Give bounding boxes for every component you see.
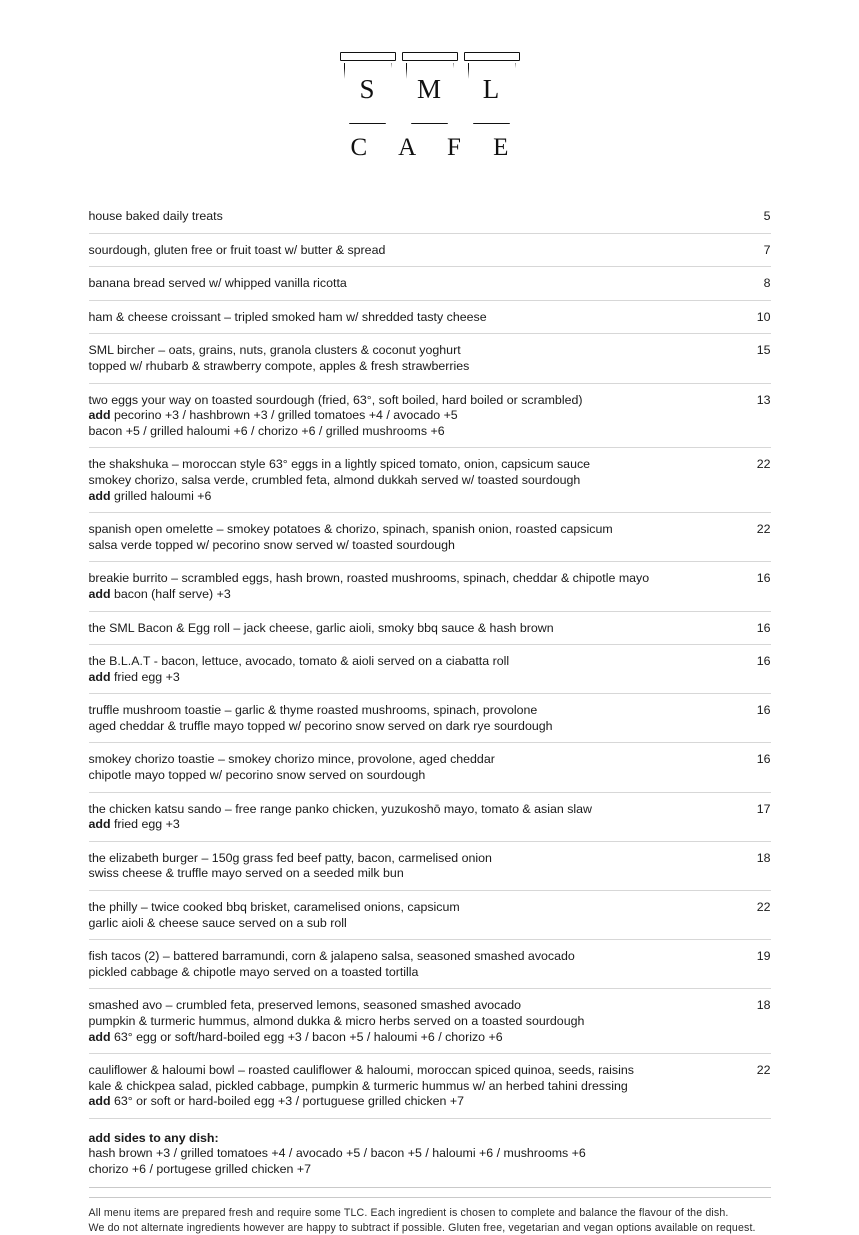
menu-item-line-text: bacon (half serve) +3 [110, 586, 231, 601]
menu-item-price: 22 [756, 457, 771, 472]
menu-item-line [89, 703, 717, 719]
menu-item [89, 694, 771, 743]
menu-item-line [89, 424, 717, 440]
menu-item-line-text: pickled cabbage & chipotle mayo served on a toasted tortilla [88, 964, 419, 979]
menu-item [89, 301, 771, 335]
menu-item-description [89, 703, 737, 734]
menu-item-line-text: chipotle mayo topped w/ pecorino snow served on sourdough [88, 768, 426, 783]
menu-item-line [89, 1030, 717, 1046]
footnote [89, 1206, 771, 1235]
menu-item-line-text: smokey chorizo toastie – smokey chorizo mince, provolone, aged cheddar [88, 752, 495, 767]
menu-item-line-text: the B.L.A.T - bacon, lettuce, avocado, tomato & aioli served on a ciabatta roll [88, 654, 510, 669]
menu-item-line [89, 802, 717, 818]
divider-bottom [89, 1197, 771, 1198]
menu-item-line [89, 670, 717, 686]
cup-lid [340, 52, 396, 61]
menu-item-line-text: topped w/ rhubarb & strawberry compote, apples & fresh strawberries [88, 358, 470, 373]
menu-item [89, 384, 771, 449]
menu-item-price: 16 [756, 703, 771, 718]
menu-item-line [89, 817, 717, 833]
menu-item-add-label: add [88, 488, 111, 503]
menu-item-description [89, 654, 737, 685]
menu-item-line-text: sourdough, gluten free or fruit toast w/ butter & spread [88, 242, 386, 257]
menu-item [89, 267, 771, 301]
menu-item-description [89, 343, 737, 374]
menu-item-line [89, 393, 717, 409]
menu-item-line [89, 752, 717, 768]
menu-item-line-text: SML bircher – oats, grains, nuts, granola clusters & coconut yoghurt [88, 343, 461, 358]
menu-item-description [89, 209, 737, 225]
menu-item-price: 16 [756, 620, 771, 635]
menu-item [89, 842, 771, 891]
menu-item-line [89, 489, 717, 505]
cup-letter: L [482, 74, 501, 104]
menu-item-price: 22 [756, 522, 771, 537]
menu-item-description [89, 276, 737, 292]
menu-item-line [89, 587, 717, 603]
menu-item-line [89, 719, 717, 735]
menu-item-description [89, 998, 737, 1045]
menu-item-line [89, 851, 717, 867]
menu-item-line [89, 571, 717, 587]
menu-item-line [89, 1094, 717, 1110]
menu-item [89, 612, 771, 646]
menu-item-line [89, 538, 717, 554]
logo-cup-m [402, 52, 458, 124]
menu-item-line [89, 1063, 717, 1079]
menu-item-line-text: smokey chorizo, salsa verde, crumbled feta, almond dukkah served w/ toasted sourdough [88, 472, 581, 487]
cup-lid [402, 52, 458, 61]
menu-item-description [89, 310, 737, 326]
menu-item-line-text: house baked daily treats [88, 209, 223, 223]
menu-item-description [89, 851, 737, 882]
menu-item-line-text: fried egg +3 [110, 669, 180, 684]
menu-item-add-label: add [88, 817, 111, 832]
menu-item-line-text: pecorino +3 / hashbrown +3 / grilled tomatoes +4 / avocado +5 [110, 408, 458, 423]
menu-list [89, 200, 771, 1181]
add-sides-line: hash brown +3 / grilled tomatoes +4 / avocado +5 / bacon +5 / haloumi +6 / mushrooms +6 [88, 1145, 586, 1160]
menu-item [89, 200, 771, 234]
menu-item-price: 22 [756, 1063, 771, 1078]
menu-item-line [89, 866, 717, 882]
menu-item-description [89, 752, 737, 783]
menu-item [89, 234, 771, 268]
menu-item-description [89, 393, 737, 440]
menu-item [89, 645, 771, 694]
menu-item-line [89, 1014, 717, 1030]
menu-item-line-text: spanish open omelette – smokey potatoes & chorizo, spinach, spanish onion, roasted capsicum [88, 522, 613, 537]
menu-item [89, 448, 771, 513]
menu-item-description [89, 457, 737, 504]
menu-item-line [89, 473, 717, 489]
menu-item-line [89, 276, 717, 292]
menu-item-add-label: add [88, 1094, 111, 1109]
cup-letter: S [359, 74, 376, 104]
logo-block [0, 0, 859, 162]
menu-item-description [89, 1063, 737, 1110]
cup-lid [464, 52, 520, 61]
menu-item [89, 562, 771, 611]
menu-item-line-text: breakie burrito – scrambled eggs, hash brown, roasted mushrooms, spinach, cheddar & chipotle mayo [88, 571, 650, 586]
menu-item-line [89, 1079, 717, 1095]
menu-item-price: 16 [756, 752, 771, 767]
menu-item-line [89, 621, 717, 637]
logo-wordmark: C A F E [350, 134, 522, 161]
menu-item-line-text: smashed avo – crumbled feta, preserved lemons, seasoned smashed avocado [88, 998, 522, 1013]
menu-item [89, 743, 771, 792]
menu-item-description [89, 802, 737, 833]
logo-cups [337, 52, 523, 124]
menu-item-price: 22 [756, 900, 771, 915]
menu-item-line-text: 63° egg or soft/hard-boiled egg +3 / bacon +5 / haloumi +6 / chorizo +6 [110, 1029, 503, 1044]
menu-item-line [89, 310, 717, 326]
divider-top [89, 1187, 771, 1188]
menu-item [89, 793, 771, 842]
menu-item-description [89, 243, 737, 259]
menu-item-description [89, 621, 737, 637]
menu-item-line [89, 949, 717, 965]
menu-item-price: 13 [756, 392, 771, 407]
menu-item-description [89, 949, 737, 980]
menu-item-line [89, 209, 717, 225]
footnote-line-1: All menu items are prepared fresh and require some TLC. Each ingredient is chosen to complete and balance the flavour of the dish. [88, 1207, 729, 1220]
menu-item-line [89, 768, 717, 784]
menu-item-line-text: ham & cheese croissant – tripled smoked ham w/ shredded tasty cheese [88, 309, 487, 324]
menu-item [89, 513, 771, 562]
menu-item [89, 891, 771, 940]
add-sides-line: chorizo +6 / portugese grilled chicken +7 [88, 1161, 311, 1176]
menu-item-line-text: the philly – twice cooked bbq brisket, caramelised onions, capsicum [88, 900, 460, 915]
logo-cup-l [464, 52, 520, 124]
menu-item-add-label: add [88, 1029, 111, 1044]
menu-item-line [89, 998, 717, 1014]
menu-item-line-text: pumpkin & turmeric hummus, almond dukka & micro herbs served on a toasted sourdough [88, 1014, 585, 1028]
footnote-line-2: We do not alternate ingredients however are happy to subtract if possible. Gluten free, vegetarian and vegan options available on request. [88, 1221, 756, 1234]
menu-item-line-text: banana bread served w/ whipped vanilla ricotta [88, 276, 347, 291]
menu-item-price: 10 [756, 309, 771, 324]
menu-item-line [89, 359, 717, 375]
menu-item-price: 16 [756, 571, 771, 586]
menu-item-price: 8 [763, 276, 771, 291]
menu-item-line [89, 900, 717, 916]
menu-item-price: 19 [756, 949, 771, 964]
menu-item-line-text: bacon +5 / grilled haloumi +6 / chorizo +6 / grilled mushrooms +6 [88, 423, 445, 438]
menu-item-line-text: the SML Bacon & Egg roll – jack cheese, garlic aioli, smoky bbq sauce & hash brown [88, 620, 554, 635]
add-sides-title: add sides to any dish: [88, 1130, 219, 1145]
logo-cup-s [340, 52, 396, 124]
menu-item-line-text: aged cheddar & truffle mayo topped w/ pecorino snow served on dark rye sourdough [88, 718, 553, 733]
menu-item-description [89, 522, 737, 553]
menu-item-price: 5 [763, 209, 771, 223]
menu-item-line-text: the elizabeth burger – 150g grass fed beef patty, bacon, carmelised onion [88, 850, 492, 865]
menu-item-add-label: add [88, 586, 111, 601]
cup-letter: M [416, 74, 442, 104]
menu-item-price: 15 [756, 343, 771, 358]
menu-item [89, 334, 771, 383]
menu-item [89, 1054, 771, 1119]
menu-item-line-text: cauliflower & haloumi bowl – roasted cauliflower & haloumi, moroccan spiced quinoa, seeds, raisins [88, 1063, 634, 1078]
menu-item-price: 18 [756, 850, 771, 865]
menu-item-line-text: 63° or soft or hard-boiled egg +3 / portuguese grilled chicken +7 [110, 1094, 465, 1109]
menu-item-price: 18 [756, 998, 771, 1013]
menu-item-line [89, 965, 717, 981]
menu-item-line-text: kale & chickpea salad, pickled cabbage, pumpkin & turmeric hummus w/ an herbed tahini dressing [88, 1078, 628, 1093]
menu-item-line-text: two eggs your way on toasted sourdough (fried, 63°, soft boiled, hard boiled or scrambled) [88, 392, 583, 407]
menu-item [89, 989, 771, 1054]
menu-item-price: 16 [756, 654, 771, 669]
menu-item-price: 7 [763, 242, 771, 257]
menu-item-line-text: grilled haloumi +6 [110, 488, 212, 503]
menu-item-line-text: fried egg +3 [110, 817, 180, 832]
menu-item-line [89, 408, 717, 424]
menu-item-description [89, 900, 737, 931]
menu-item-line-text: fish tacos (2) – battered barramundi, corn & jalapeno salsa, seasoned smashed avocado [88, 949, 575, 964]
menu-item-price: 17 [756, 801, 771, 816]
menu-item-line-text: salsa verde topped w/ pecorino snow served w/ toasted sourdough [88, 537, 455, 552]
add-sides-block [89, 1119, 771, 1181]
menu-item-line [89, 243, 717, 259]
menu-item-line [89, 457, 717, 473]
menu-item-line-text: the chicken katsu sando – free range panko chicken, yuzukoshō mayo, tomato & asian slaw [88, 801, 592, 816]
menu-item-add-label: add [88, 669, 111, 684]
menu-item [89, 940, 771, 989]
menu-item-line-text: the shakshuka – moroccan style 63° eggs in a lightly spiced tomato, onion, capsicum sauce [88, 457, 591, 472]
menu-item-line [89, 522, 717, 538]
menu-item-description [89, 571, 737, 602]
menu-item-line-text: truffle mushroom toastie – garlic & thyme roasted mushrooms, spinach, provolone [88, 703, 538, 718]
menu-item-line-text: swiss cheese & truffle mayo served on a seeded milk bun [88, 866, 404, 881]
menu-item-line [89, 654, 717, 670]
menu-item-add-label: add [88, 408, 111, 423]
menu-item-line [89, 916, 717, 932]
menu-item-line-text: garlic aioli & cheese sauce served on a sub roll [88, 915, 347, 930]
menu-item-line [89, 343, 717, 359]
